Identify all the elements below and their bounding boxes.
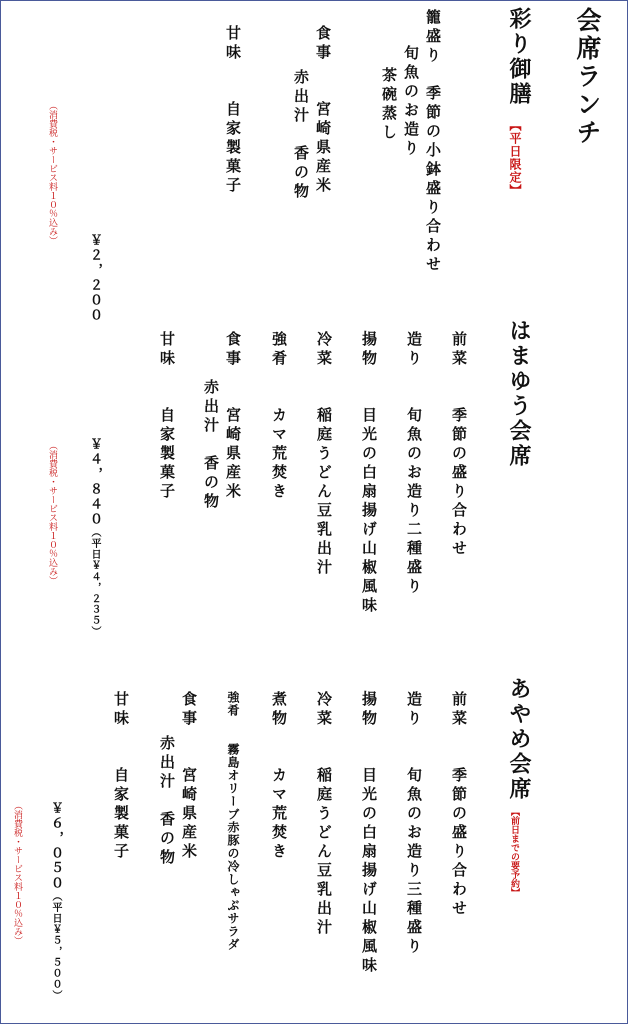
- hamayu-line-1: 前菜 季節の盛り合わせ: [450, 331, 468, 559]
- ayame-line-2: 造り 旬魚のお造り三種盛り: [405, 691, 423, 957]
- ayame-title: あやめ会席: [506, 677, 532, 802]
- ayame-line-3: 揚物 目光の白扇揚げ山椒風味: [360, 691, 378, 976]
- hamayu-price: ￥４，８４０: [87, 437, 102, 527]
- ayame-line-9: 甘味 自家製菓子: [112, 691, 130, 862]
- hamayu-line-6: 食事 宮崎県産米: [224, 331, 242, 502]
- ayame-tax-note: （消費税・サービス料１０％込み）: [12, 801, 22, 945]
- irodori-line-1: 籠盛り 季節の小鉢盛り合わせ: [424, 9, 442, 275]
- ayame-line-1: 前菜 季節の盛り合わせ: [450, 691, 468, 919]
- irodori-tag: 【平日限定】: [508, 119, 522, 197]
- page-title: 会席ランチ: [573, 7, 602, 147]
- ayame-weekday-price: （平日￥５，５００）: [50, 891, 61, 1001]
- hamayu-line-4: 冷菜 稲庭うどん豆乳出汁: [315, 331, 333, 578]
- hamayu-line-7: 赤出汁 香の物: [202, 379, 220, 512]
- hamayu-weekday-price: （平日￥４，２３５）: [89, 527, 100, 637]
- irodori-line-2: 旬魚のお造り: [402, 45, 420, 159]
- irodori-line-5: 赤出汁 香の物: [292, 69, 310, 202]
- ayame-line-5: 煮物 カマ荒焚き: [270, 691, 288, 862]
- irodori-line-3: 茶碗蒸し: [380, 67, 398, 143]
- ayame-line-8: 赤出汁 香の物: [158, 735, 176, 868]
- irodori-tax-note: （消費税・サービス料１０％込み）: [47, 101, 57, 245]
- hamayu-line-8: 甘味 自家製菓子: [158, 331, 176, 502]
- ayame-line-7: 食事 宮崎県産米: [180, 691, 198, 862]
- hamayu-price-block: [85, 437, 104, 637]
- hamayu-line-3: 揚物 目光の白扇揚げ山椒風味: [360, 331, 378, 616]
- ayame-price: ￥６，０５０: [48, 801, 63, 891]
- irodori-title: 彩り御膳: [506, 7, 532, 107]
- irodori-line-6: 甘味 自家製菓子: [224, 25, 242, 196]
- hamayu-line-5: 強肴 カマ荒焚き: [270, 331, 288, 502]
- ayame-line-4: 冷菜 稲庭うどん豆乳出汁: [315, 691, 333, 938]
- ayame-line-6: 強肴 霧島オリーブ赤豚の冷しゃぶサラダ: [226, 691, 240, 951]
- irodori-price: ￥２，２００: [87, 233, 102, 323]
- hamayu-line-2: 造り 旬魚のお造り二種盛り: [405, 331, 423, 597]
- hamayu-tax-note: （消費税・サービス料１０％込み）: [47, 441, 57, 585]
- ayame-price-block: [46, 801, 65, 1001]
- irodori-line-4: 食事 宮崎県産米: [314, 25, 332, 196]
- ayame-tag: 【前日までの要予約】: [509, 807, 519, 897]
- hamayu-title: はまゆう会席: [506, 319, 532, 469]
